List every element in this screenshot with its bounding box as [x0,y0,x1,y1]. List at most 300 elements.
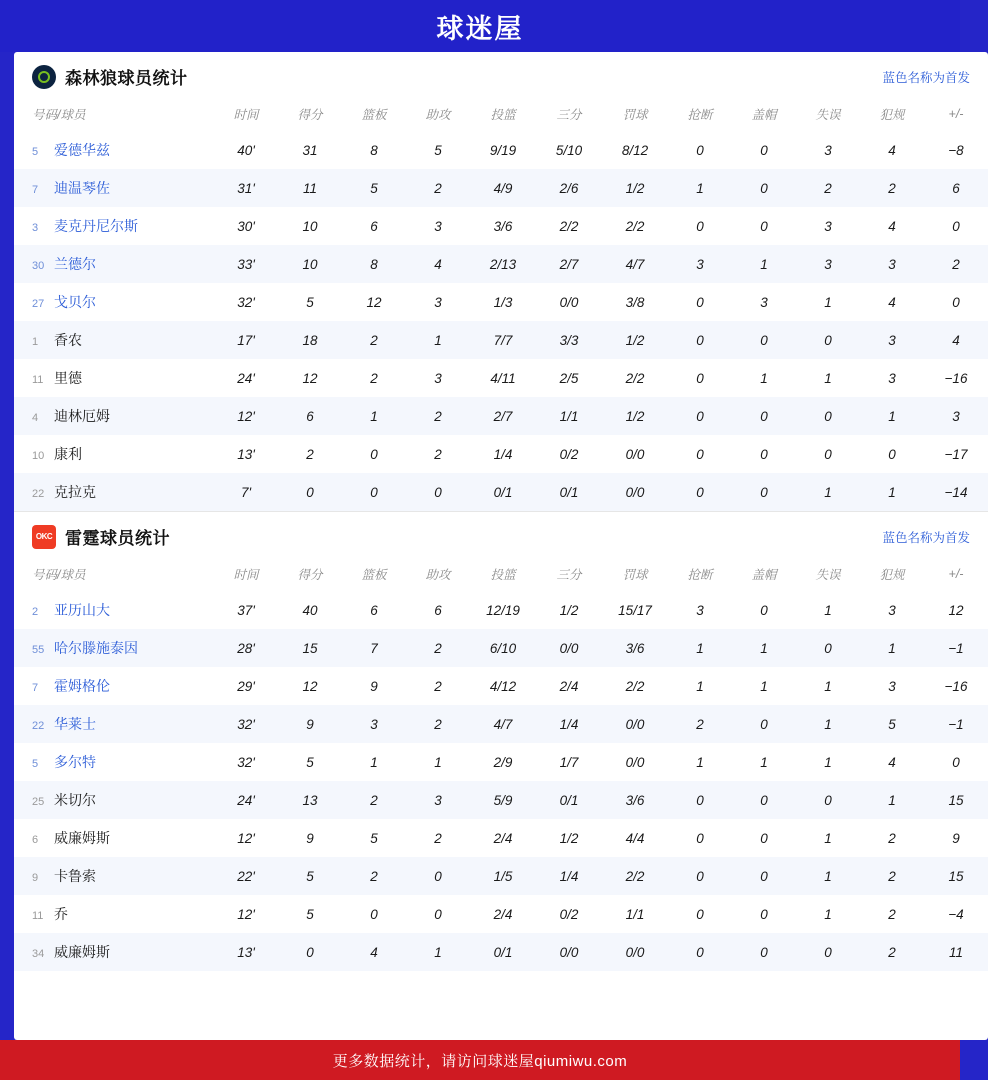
stat-blk: 0 [732,473,796,511]
stat-blk: 0 [732,169,796,207]
stat-pts: 40 [302,602,318,618]
stat-stl: 3 [668,245,732,283]
stat-fg: 2/13 [470,245,536,283]
stat-tp: 1/4 [536,857,602,895]
stat-tov: 1 [796,705,860,743]
player-name[interactable]: 哈尔滕施泰因 [54,640,138,656]
table-row[interactable] [14,933,988,971]
player-name[interactable]: 康利 [54,446,82,462]
stat-stl: 1 [668,169,732,207]
player-name[interactable]: 威廉姆斯 [54,830,110,846]
stat-reb: 1 [342,397,406,435]
table-row[interactable] [14,397,988,435]
table-row[interactable] [14,359,988,397]
stat-ast: 4 [406,245,470,283]
stat-tp: 1/2 [559,830,579,846]
stat-min: 7' [214,473,278,511]
stat-pf: 1 [860,473,924,511]
column-header: 盖帽 [751,108,777,122]
player-stats-table [14,559,988,971]
player-name[interactable]: 香农 [54,332,82,348]
stat-fg: 4/11 [490,370,516,386]
stat-reb: 0 [370,906,378,922]
stat-stl: 0 [696,446,704,462]
table-row[interactable] [14,705,988,743]
table-row[interactable] [14,473,988,511]
stat-tov: 0 [796,321,860,359]
stat-ast: 3 [434,294,442,310]
stat-blk: 0 [732,705,796,743]
stat-fg: 0/1 [470,473,536,511]
stat-ft: 3/6 [602,629,668,667]
player-number: 11 [32,374,44,386]
stat-tov: 1 [824,906,832,922]
stat-pf: 2 [860,169,924,207]
table-row[interactable] [14,819,988,857]
stat-ast: 1 [406,321,470,359]
stat-tov: 3 [796,245,860,283]
column-header: 罚球 [622,568,648,582]
player-cell[interactable] [14,245,214,283]
stat-pts: 5 [306,906,314,922]
stat-pf: 3 [888,678,896,694]
stat-ft: 1/2 [602,397,668,435]
column-header: 三分 [556,568,582,582]
player-name[interactable]: 迪林厄姆 [54,408,110,424]
stat-fg: 2/9 [493,754,513,770]
team-header [14,52,988,99]
stat-tov: 1 [824,678,832,694]
player-name[interactable]: 戈贝尔 [54,294,96,310]
stat-tp: 5/10 [555,142,583,158]
stat-tp: 0/0 [536,629,602,667]
stat-fg: 1/3 [493,294,513,310]
stat-pts: 5 [306,754,314,770]
player-cell[interactable] [14,819,214,857]
column-header: 得分 [297,568,323,582]
table-row[interactable] [14,895,988,933]
stat-stl: 1 [696,754,704,770]
content-area [0,52,970,1040]
stat-min: 24' [237,370,255,386]
stat-tov: 1 [796,473,860,511]
player-number: 9 [32,872,39,884]
stat-min: 32' [237,754,255,770]
stat-min: 17' [214,321,278,359]
stat-tov: 0 [796,629,860,667]
stat-stl: 0 [668,473,732,511]
team-block [14,512,988,971]
stat-blk: 1 [760,678,768,694]
stat-fg: 1/4 [493,446,513,462]
stat-pm: 15 [924,857,988,895]
column-header: 时间 [233,568,259,582]
stat-stl: 0 [696,830,704,846]
player-name[interactable]: 里德 [54,370,82,386]
stat-reb: 2 [342,321,406,359]
column-header: 犯规 [879,108,905,122]
stat-pts: 0 [278,933,342,971]
stat-blk: 0 [732,933,796,971]
stat-pf: 1 [860,629,924,667]
stat-ft: 3/6 [602,781,668,819]
player-number: 2 [32,606,39,618]
stat-stl: 0 [696,142,704,158]
stat-pts: 13 [278,781,342,819]
footer-text: 更多数据统计，请访问球迷屋qiumiwu.com [332,1052,628,1070]
stat-tp: 0/1 [536,781,602,819]
stat-pf: 4 [888,218,896,234]
player-name[interactable]: 米切尔 [54,792,96,808]
stat-ft: 0/0 [625,446,645,462]
stat-reb: 5 [342,169,406,207]
stat-min: 37' [237,602,255,618]
player-number: 7 [32,682,39,694]
stat-pts: 9 [278,705,342,743]
stat-pts: 0 [278,473,342,511]
table-row[interactable] [14,781,988,819]
stat-tp: 2/6 [536,169,602,207]
player-number: 27 [32,298,45,310]
stat-ast: 1 [434,754,442,770]
stat-min: 24' [214,781,278,819]
stat-fg: 7/7 [470,321,536,359]
column-header: 投篮 [490,108,516,122]
stat-tp: 2/5 [559,370,579,386]
stat-stl: 3 [696,602,704,618]
stat-min: 13' [237,446,255,462]
stat-blk: 0 [760,906,768,922]
stat-ast: 0 [406,857,470,895]
column-header: 助攻 [425,568,451,582]
column-header: 号码/球员 [32,108,86,122]
column-header: 犯规 [879,568,905,582]
stat-pm: −16 [944,370,968,386]
stat-ft: 15/17 [618,602,652,618]
stat-stl: 2 [668,705,732,743]
stat-tp: 2/7 [536,245,602,283]
stat-stl: 0 [696,370,704,386]
table-row[interactable] [14,131,988,169]
team-title: 森林狼球员统计 [65,69,188,88]
stat-ast: 0 [434,906,442,922]
stat-min: 28' [214,629,278,667]
stat-blk: 0 [760,446,768,462]
stat-fg: 4/7 [470,705,536,743]
stat-tp: 1/1 [536,397,602,435]
player-number: 4 [32,412,39,424]
stat-fg: 12/19 [486,602,520,618]
stat-reb: 1 [370,754,378,770]
stat-tov: 1 [824,602,832,618]
stat-fg: 0/1 [470,933,536,971]
stat-pf: 3 [860,245,924,283]
stat-min: 32' [214,705,278,743]
stat-min: 32' [237,294,255,310]
stat-pm: 0 [952,294,960,310]
player-name[interactable]: 麦克丹尼尔斯 [54,218,138,234]
player-cell[interactable] [14,473,214,511]
player-name[interactable]: 多尔特 [54,754,96,770]
player-cell[interactable] [14,933,214,971]
stat-ast: 2 [406,629,470,667]
stat-pts: 18 [278,321,342,359]
stat-reb: 9 [370,678,378,694]
player-cell[interactable] [14,321,214,359]
team-title: 雷霆球员统计 [65,529,170,548]
stat-stl: 1 [668,629,732,667]
stat-pts: 5 [278,857,342,895]
stat-ft: 2/2 [625,218,645,234]
stat-tp: 2/4 [559,678,579,694]
column-header: 抢断 [687,108,713,122]
thunder-logo: OKC [32,525,56,549]
player-name[interactable]: 华莱士 [54,716,96,732]
stat-tp: 1/2 [559,602,579,618]
player-number: 7 [32,184,39,196]
stat-stl: 1 [696,678,704,694]
stat-reb: 2 [342,781,406,819]
column-header: +/- [948,567,964,581]
stat-blk: 1 [732,245,796,283]
column-header: 篮板 [361,108,387,122]
player-cell[interactable] [14,397,214,435]
stat-pf: 2 [888,830,896,846]
player-name[interactable]: 迪温琴佐 [54,180,110,196]
column-header: 抢断 [687,568,713,582]
stat-fg: 4/12 [489,678,517,694]
stat-ft: 1/2 [602,321,668,359]
stat-blk: 3 [760,294,768,310]
player-name[interactable]: 威廉姆斯 [54,944,110,960]
stat-pf: 0 [888,446,896,462]
player-name[interactable]: 卡鲁索 [54,868,96,884]
stat-pf: 1 [860,397,924,435]
stat-reb: 0 [342,473,406,511]
stat-ft: 0/0 [602,705,668,743]
stat-blk: 0 [760,602,768,618]
column-header: 投篮 [490,568,516,582]
player-cell[interactable] [14,629,214,667]
player-stats-table [14,99,988,511]
stat-blk: 1 [760,370,768,386]
table-row[interactable] [14,857,988,895]
stat-tp: 3/3 [536,321,602,359]
player-cell[interactable] [14,743,214,781]
table-row[interactable] [14,207,988,245]
stat-stl: 0 [696,218,704,234]
stat-ast: 1 [406,933,470,971]
table-row[interactable] [14,321,988,359]
player-name[interactable]: 乔 [54,906,68,922]
stat-stl: 0 [696,906,704,922]
stat-pm: 9 [952,830,960,846]
page-header [0,0,960,52]
stat-ft: 4/7 [602,245,668,283]
player-number: 10 [32,450,45,462]
stat-pf: 3 [888,370,896,386]
stat-min: 12' [237,830,255,846]
stat-pm: 6 [924,169,988,207]
stat-reb: 8 [370,142,378,158]
stat-fg: 3/6 [493,218,513,234]
stat-fg: 6/10 [470,629,536,667]
table-row[interactable] [14,667,988,705]
stat-fg: 2/4 [493,830,513,846]
table-row[interactable] [14,245,988,283]
starters-legend: 蓝色名称为首发 [882,530,970,545]
stat-blk: 0 [732,781,796,819]
player-cell[interactable] [14,591,214,629]
stat-pm: −14 [924,473,988,511]
stat-ft: 3/8 [625,294,645,310]
stat-ast: 2 [406,397,470,435]
player-name[interactable]: 霍姆格伦 [54,678,110,694]
stat-ft: 0/0 [625,754,645,770]
column-header: 篮板 [361,568,387,582]
team-header [14,512,988,559]
player-cell[interactable] [14,435,214,473]
stat-blk: 1 [760,754,768,770]
column-header: 失误 [815,568,841,582]
stat-fg: 2/7 [470,397,536,435]
stat-blk: 0 [760,142,768,158]
stat-min: 12' [214,397,278,435]
stat-fg: 1/5 [470,857,536,895]
stat-pf: 4 [888,142,896,158]
table-row[interactable] [14,591,988,629]
stat-ast: 3 [406,781,470,819]
stat-stl: 0 [668,397,732,435]
stat-pts: 10 [278,245,342,283]
stat-min: 22' [214,857,278,895]
stat-stl: 0 [668,781,732,819]
player-number: 55 [32,644,45,656]
player-name[interactable]: 兰德尔 [54,256,96,272]
stat-blk: 0 [732,321,796,359]
player-number: 11 [32,910,44,922]
stat-reb: 4 [342,933,406,971]
stat-ft: 4/4 [625,830,645,846]
stat-ft: 0/0 [602,933,668,971]
stat-pts: 31 [302,142,318,158]
player-cell[interactable] [14,705,214,743]
stat-pts: 5 [306,294,314,310]
column-header: 时间 [233,108,259,122]
page-footer [0,1040,960,1080]
table-header-row [14,559,988,591]
stat-tov: 0 [796,781,860,819]
stat-pf: 2 [860,933,924,971]
stat-min: 13' [214,933,278,971]
stat-pm: 11 [924,933,988,971]
player-cell[interactable] [14,359,214,397]
stat-tp: 0/1 [536,473,602,511]
stat-pf: 3 [860,321,924,359]
player-cell[interactable] [14,857,214,895]
stat-ast: 3 [434,370,442,386]
player-number: 5 [32,146,39,158]
stat-pm: 0 [952,754,960,770]
table-row[interactable] [14,743,988,781]
stat-ft: 2/2 [625,370,645,386]
player-number: 34 [32,948,45,960]
stat-ft: 0/0 [602,473,668,511]
player-cell[interactable] [14,131,214,169]
stat-pm: −1 [924,629,988,667]
stat-ast: 2 [406,169,470,207]
stat-pm: 4 [924,321,988,359]
stat-pts: 6 [278,397,342,435]
column-header: 助攻 [425,108,451,122]
table-row[interactable] [14,169,988,207]
player-number: 1 [32,336,39,348]
player-cell[interactable] [14,667,214,705]
player-number: 22 [32,720,45,732]
stat-pts: 12 [302,678,318,694]
stat-reb: 2 [342,857,406,895]
stat-pts: 11 [278,169,342,207]
player-cell[interactable] [14,283,214,321]
stat-reb: 5 [370,830,378,846]
stat-reb: 12 [366,294,382,310]
stat-blk: 0 [760,218,768,234]
stat-stl: 0 [668,857,732,895]
stat-tp: 0/2 [559,906,579,922]
stat-tp: 0/0 [536,933,602,971]
stat-pm: 2 [924,245,988,283]
player-cell[interactable] [14,169,214,207]
stat-pf: 5 [860,705,924,743]
table-row[interactable] [14,629,988,667]
player-name[interactable]: 克拉克 [54,484,96,500]
stat-pf: 1 [860,781,924,819]
stat-ft: 2/2 [602,857,668,895]
stat-ast: 2 [434,446,442,462]
stat-blk: 0 [732,397,796,435]
stat-pf: 2 [860,857,924,895]
stat-stl: 0 [696,294,704,310]
player-cell[interactable] [14,781,214,819]
stat-tov: 1 [824,370,832,386]
stat-min: 12' [237,906,255,922]
stat-tov: 2 [796,169,860,207]
table-row[interactable] [14,283,988,321]
stat-reb: 2 [370,370,378,386]
table-row[interactable] [14,435,988,473]
stat-pf: 2 [888,906,896,922]
player-name[interactable]: 爱德华兹 [54,142,110,158]
table-header-row [14,99,988,131]
column-header: 三分 [556,108,582,122]
player-name[interactable]: 亚历山大 [54,602,110,618]
stat-tp: 0/0 [559,294,579,310]
stat-pm: 15 [924,781,988,819]
stat-pm: 0 [952,218,960,234]
site-brand: 球迷屋 [436,13,524,44]
stat-fg: 4/9 [470,169,536,207]
stat-tp: 0/2 [559,446,579,462]
stat-tov: 0 [824,446,832,462]
stat-blk: 0 [732,857,796,895]
player-number: 3 [32,222,39,234]
timberwolves-logo [32,65,56,89]
player-cell[interactable] [14,207,214,245]
stat-ast: 2 [406,705,470,743]
player-cell[interactable] [14,895,214,933]
stat-pm: 3 [924,397,988,435]
stat-reb: 7 [342,629,406,667]
